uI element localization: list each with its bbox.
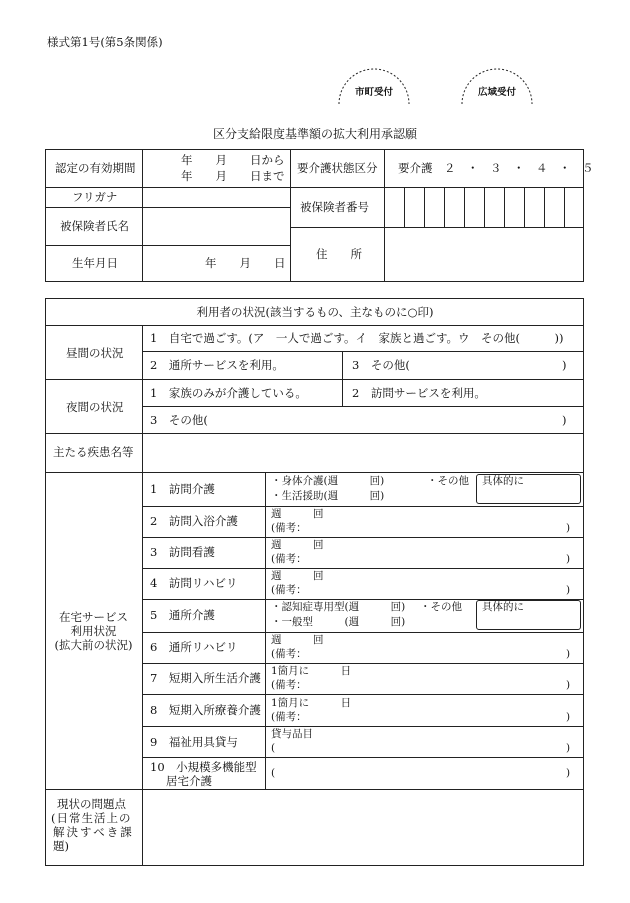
service-9-close: ) (566, 742, 571, 754)
service-5-general[interactable]: ・一般型 (週 回) (271, 616, 406, 628)
daytime-status-label: 昼間の状況 (66, 346, 124, 360)
service-1-name: 1 訪問介護 (150, 482, 215, 496)
service-1-physical[interactable]: ・身体介護(週 回) (271, 475, 385, 487)
service-8-remark[interactable]: (備考： (271, 711, 307, 723)
home-service-label-2: 利用状況 (70, 624, 117, 638)
service-9-name: 9 福祉用具貸与 (150, 735, 238, 749)
problem-label-4: 題) (53, 839, 69, 853)
furigana-label: フリガナ (72, 190, 118, 204)
service-8-month[interactable]: 1箇月に 日 (271, 697, 352, 709)
daytime-option-3-close: ) (562, 358, 567, 372)
status-header: 利用者の状況(該当するもの、主なものに○印) (196, 305, 434, 319)
night-option-3-close: ) (562, 413, 567, 427)
care-level-options[interactable]: 要介護 ２ ・ ３ ・ ４ ・ ５ (398, 161, 594, 175)
service-7-month[interactable]: 1箇月に 日 (271, 665, 352, 677)
night-option-2[interactable]: 2 訪問サービスを利用。 (352, 386, 486, 400)
stamp-arc-icon (457, 58, 537, 108)
birth-date-value[interactable]: 年 月 日 (205, 256, 286, 270)
service-5-specific-label: 具体的に (482, 601, 524, 613)
insured-name-label: 被保険者氏名 (60, 219, 129, 233)
service-4-name: 4 訪問リハビリ (150, 576, 238, 590)
service-6-remark[interactable]: (備考： (271, 648, 307, 660)
service-3-week[interactable]: 週 回 (271, 539, 324, 551)
service-6-remark-close: ) (566, 648, 571, 660)
problem-label-3: 解決すべき課 (53, 825, 134, 839)
service-2-remark-close: ) (566, 522, 571, 534)
validity-period-label: 認定の有効期間 (55, 161, 136, 175)
service-1-other[interactable]: ・その他 (427, 475, 469, 487)
service-3-remark-close: ) (566, 553, 571, 565)
service-3-remark[interactable]: (備考： (271, 553, 307, 565)
main-disease-label: 主たる疾患名等 (53, 445, 134, 459)
home-service-label-3: (拡大前の状況) (54, 638, 133, 652)
night-option-3[interactable]: 3 その他( (150, 413, 208, 427)
service-8-remark-close: ) (566, 711, 571, 723)
daytime-option-1[interactable]: 1 自宅で過ごす。(ア 一人で過ごす。イ 家族と過ごす。ウ その他( )) (150, 331, 564, 345)
night-option-1[interactable]: 1 家族のみが介護している。 (150, 386, 307, 400)
problem-label-2: (日常生活上の (51, 811, 132, 825)
union-reception-stamp (457, 58, 537, 108)
service-2-remark[interactable]: (備考： (271, 522, 307, 534)
city-reception-stamp (334, 58, 414, 108)
service-10-open: ( (271, 767, 276, 779)
service-9-open: ( (271, 742, 276, 754)
service-4-remark[interactable]: (備考： (271, 584, 307, 596)
service-6-name: 6 通所リハビリ (150, 640, 238, 654)
service-7-remark-close: ) (566, 679, 571, 691)
validity-period-to[interactable]: 年 月 日まで (181, 169, 285, 183)
service-5-name: 5 通所介護 (150, 608, 215, 622)
union-stamp-label: 広域受付 (477, 87, 516, 98)
service-2-week[interactable]: 週 回 (271, 508, 324, 520)
birth-date-label: 生年月日 (72, 256, 118, 270)
insured-number-label: 被保険者番号 (300, 200, 369, 214)
home-service-label-1: 在宅サービス (59, 610, 128, 624)
service-1-specific-label: 具体的に (482, 475, 524, 487)
problem-input-area[interactable] (143, 790, 583, 865)
service-3-name: 3 訪問看護 (150, 545, 215, 559)
problem-label-1: 現状の問題点 (57, 797, 126, 811)
form-number: 様式第1号(第5条関係) (47, 35, 163, 49)
service-5-other[interactable]: ・その他 (420, 601, 462, 613)
service-8-name: 8 短期入所療養介護 (150, 703, 261, 717)
service-5-dementia[interactable]: ・認知症専用型(週 回) (271, 601, 406, 613)
daytime-option-2[interactable]: 2 通所サービスを利用。 (150, 358, 284, 372)
service-9-rental-item[interactable]: 貸与品目 (271, 728, 313, 740)
daytime-option-3[interactable]: 3 その他( (352, 358, 410, 372)
service-1-life-support[interactable]: ・生活援助(週 回) (271, 490, 385, 502)
address-label: 住 所 (316, 247, 362, 261)
service-4-week[interactable]: 週 回 (271, 570, 324, 582)
service-10-close: ) (566, 767, 571, 779)
care-level-label: 要介護状態区分 (297, 161, 378, 175)
service-6-week[interactable]: 週 回 (271, 634, 324, 646)
night-status-label: 夜間の状況 (66, 400, 124, 414)
service-7-remark[interactable]: (備考： (271, 679, 307, 691)
city-stamp-label: 市町受付 (354, 87, 393, 98)
service-2-name: 2 訪問入浴介護 (150, 514, 238, 528)
validity-period-from[interactable]: 年 月 日から (181, 153, 285, 167)
service-10-name-1: 10 小規模多機能型 (150, 760, 257, 774)
stamp-arc-icon (334, 58, 414, 108)
page-title: 区分支給限度基準額の拡大利用承認願 (212, 127, 417, 141)
service-7-name: 7 短期入所生活介護 (150, 671, 261, 685)
service-10-name-2: 居宅介護 (166, 774, 212, 788)
service-4-remark-close: ) (566, 584, 571, 596)
